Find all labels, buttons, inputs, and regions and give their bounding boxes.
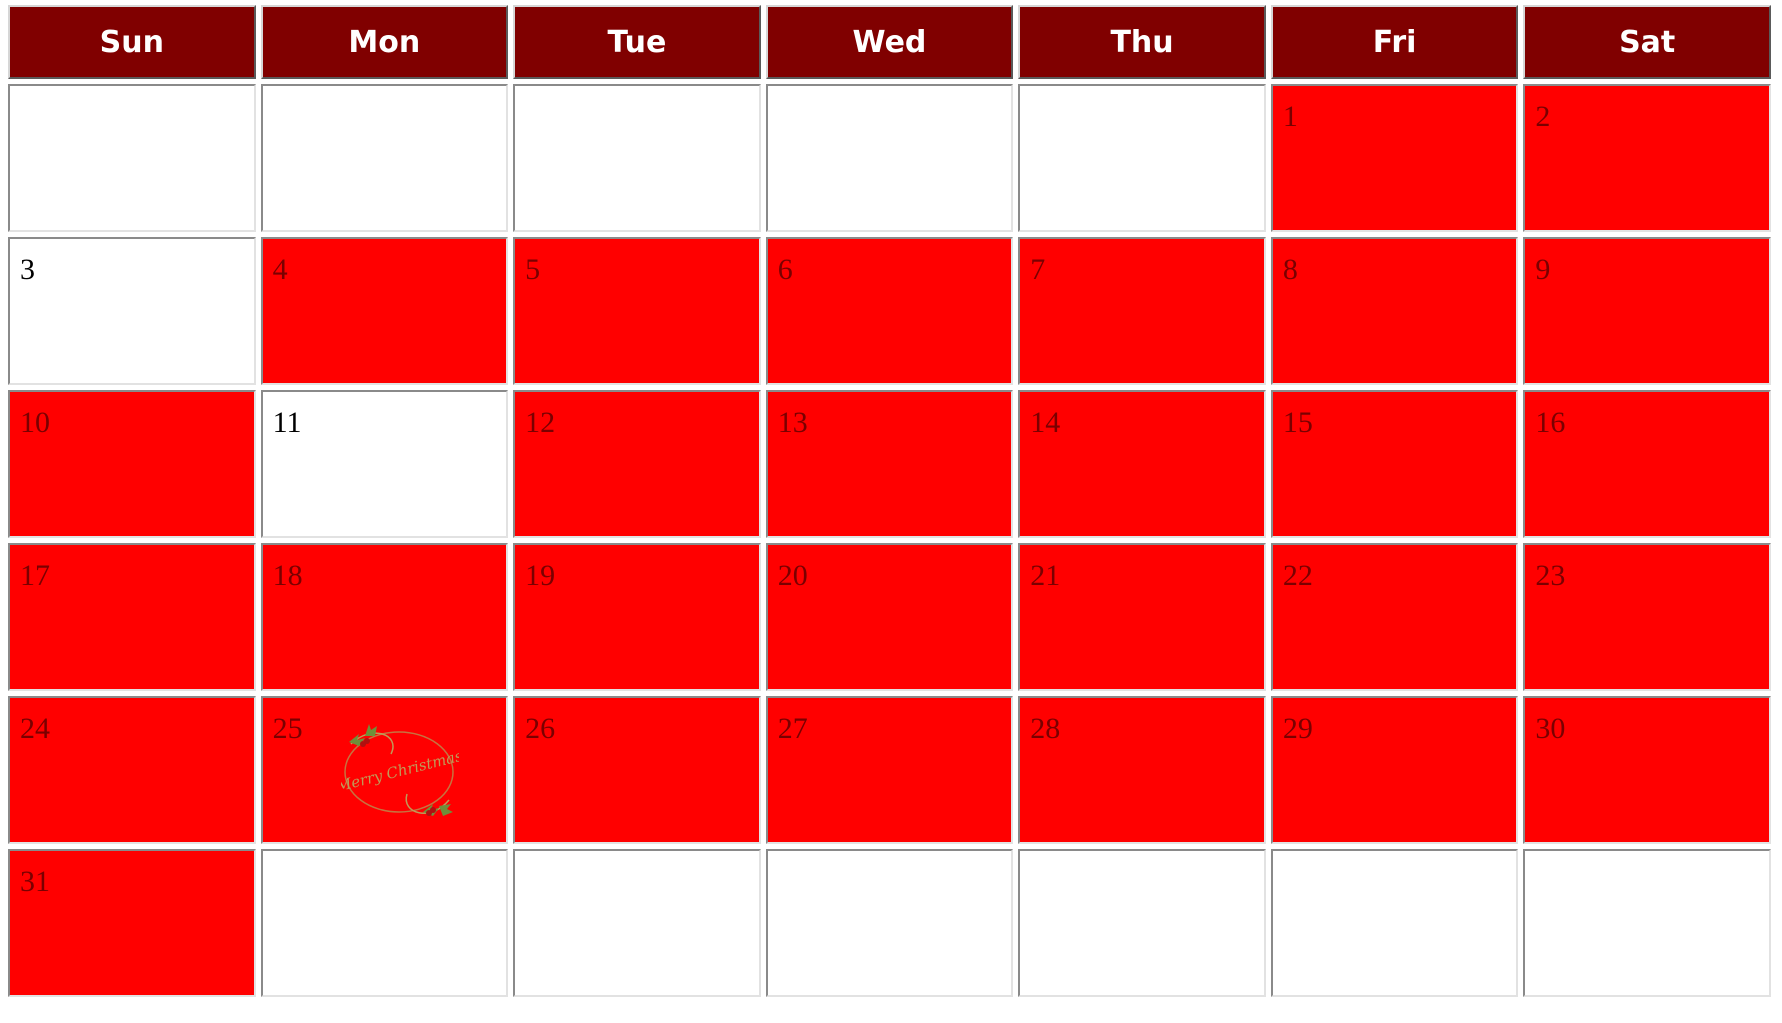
day-number: 1 xyxy=(1282,100,1298,133)
calendar-day-cell[interactable] xyxy=(766,237,1014,385)
calendar-empty-cell xyxy=(513,849,761,997)
day-number: 9 xyxy=(1535,253,1551,286)
calendar-day-cell[interactable] xyxy=(1271,237,1519,385)
calendar-day-cell[interactable] xyxy=(1523,237,1771,385)
weekday-header-row xyxy=(8,5,1771,79)
day-number: 11 xyxy=(272,406,302,439)
day-number: 16 xyxy=(1535,406,1566,439)
day-number: 25 xyxy=(272,712,303,745)
calendar-empty-cell xyxy=(513,84,761,232)
calendar-day-cell[interactable] xyxy=(261,543,509,691)
calendar-day-cell[interactable] xyxy=(8,237,256,385)
calendar-day-cell[interactable] xyxy=(513,696,761,844)
calendar-day-cell[interactable] xyxy=(8,696,256,844)
calendar-empty-cell xyxy=(1523,849,1771,997)
calendar-day-cell[interactable] xyxy=(513,543,761,691)
svg-text:Merry Christmas: Merry Christmas xyxy=(340,746,459,796)
merry-christmas-holly-icon xyxy=(341,714,459,832)
calendar-day-cell[interactable] xyxy=(1271,390,1519,538)
calendar-day-cell[interactable] xyxy=(1523,84,1771,232)
weekday-header-tue: Tue xyxy=(513,5,761,79)
calendar-day-cell[interactable] xyxy=(513,237,761,385)
day-number: 19 xyxy=(525,559,556,592)
calendar-empty-cell xyxy=(766,84,1014,232)
calendar-day-cell[interactable] xyxy=(8,849,256,997)
calendar-week-row xyxy=(8,849,1771,997)
calendar-day-cell[interactable] xyxy=(1018,390,1266,538)
calendar-day-cell[interactable] xyxy=(1018,543,1266,691)
calendar-week-row xyxy=(8,84,1771,232)
calendar-empty-cell xyxy=(8,84,256,232)
calendar-day-cell[interactable] xyxy=(261,696,509,844)
calendar-week-row xyxy=(8,543,1771,691)
weekday-header-fri: Fri xyxy=(1271,5,1519,79)
day-number: 8 xyxy=(1282,253,1298,286)
calendar-day-cell[interactable] xyxy=(1271,84,1519,232)
day-number: 21 xyxy=(1030,559,1061,592)
day-number: 14 xyxy=(1030,406,1061,439)
day-number: 4 xyxy=(272,253,288,286)
month-calendar xyxy=(3,0,1776,1002)
day-number: 2 xyxy=(1535,100,1551,133)
day-number: 7 xyxy=(1030,253,1046,286)
day-number: 6 xyxy=(777,253,793,286)
day-number: 31 xyxy=(20,865,50,898)
day-number: 29 xyxy=(1282,712,1313,745)
calendar-week-row xyxy=(8,696,1771,844)
day-number: 28 xyxy=(1030,712,1061,745)
day-number: 10 xyxy=(20,406,50,439)
calendar-empty-cell xyxy=(1271,849,1519,997)
weekday-header-sun: Sun xyxy=(8,5,256,79)
day-number: 20 xyxy=(777,559,808,592)
day-number: 5 xyxy=(525,253,541,286)
calendar-day-cell[interactable] xyxy=(8,543,256,691)
calendar-day-cell[interactable] xyxy=(1271,696,1519,844)
day-number: 13 xyxy=(777,406,808,439)
calendar-week-row xyxy=(8,237,1771,385)
calendar-day-cell[interactable] xyxy=(1523,696,1771,844)
calendar-day-cell[interactable] xyxy=(513,390,761,538)
day-number: 15 xyxy=(1282,406,1313,439)
calendar-empty-cell xyxy=(1018,849,1266,997)
calendar-day-cell[interactable] xyxy=(1271,543,1519,691)
weekday-header-mon: Mon xyxy=(261,5,509,79)
day-number: 24 xyxy=(20,712,50,745)
calendar-day-cell[interactable] xyxy=(766,390,1014,538)
calendar-day-cell[interactable] xyxy=(261,390,509,538)
calendar-empty-cell xyxy=(261,849,509,997)
calendar-empty-cell xyxy=(766,849,1014,997)
calendar-grid xyxy=(8,84,1771,997)
calendar-empty-cell xyxy=(261,84,509,232)
day-number: 12 xyxy=(525,406,556,439)
weekday-header-wed: Wed xyxy=(766,5,1014,79)
weekday-header-sat: Sat xyxy=(1523,5,1771,79)
calendar-day-cell[interactable] xyxy=(261,237,509,385)
calendar-week-row xyxy=(8,390,1771,538)
weekday-header-thu: Thu xyxy=(1018,5,1266,79)
day-number: 30 xyxy=(1535,712,1566,745)
calendar-day-cell[interactable] xyxy=(766,696,1014,844)
calendar-day-cell[interactable] xyxy=(1018,237,1266,385)
day-number: 22 xyxy=(1282,559,1313,592)
day-number: 26 xyxy=(525,712,556,745)
day-number: 18 xyxy=(272,559,303,592)
day-number: 27 xyxy=(777,712,808,745)
calendar-day-cell[interactable] xyxy=(8,390,256,538)
calendar-day-cell[interactable] xyxy=(1523,390,1771,538)
day-number: 17 xyxy=(20,559,50,592)
day-number: 3 xyxy=(20,253,35,286)
calendar-empty-cell xyxy=(1018,84,1266,232)
calendar-day-cell[interactable] xyxy=(766,543,1014,691)
calendar-day-cell[interactable] xyxy=(1523,543,1771,691)
calendar-day-cell[interactable] xyxy=(1018,696,1266,844)
day-number: 23 xyxy=(1535,559,1566,592)
